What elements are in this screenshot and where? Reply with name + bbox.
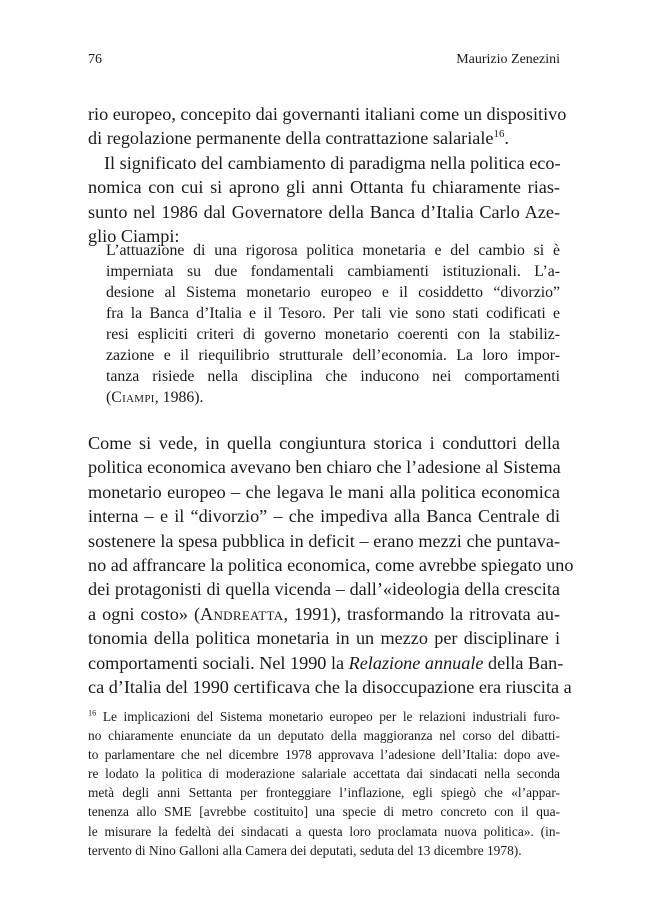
text-span: a ogni costo» ( (88, 603, 201, 624)
text-span: , 1991), trasformando la ritrovata au- (283, 603, 561, 624)
quote-line: desione al Sistema monetario europeo e il cosiddetto “divorzio” (106, 284, 560, 301)
quote-line: fra la Banca d’Italia e il Tesoro. Per tali vie sono stati codificati e (106, 305, 560, 322)
text-span: Le implicazioni del Sistema monetario europeo per le relazioni industriali furo- (96, 709, 560, 724)
quote-citation (106, 387, 560, 408)
text-line: ca d’Italia del 1990 certificava che la disoccupazione era riuscita a (88, 677, 572, 698)
text-span: , 1986). (154, 389, 204, 406)
text-span: della Ban- (483, 652, 564, 673)
footnote-ref[interactable]: 16 (493, 128, 505, 141)
quote-line: L’attuazione di una rigorosa politica monetaria e del cambio si è (106, 242, 560, 259)
text-span: ( (106, 389, 112, 406)
page-header (88, 50, 560, 70)
italic-title: Relazione annuale (348, 652, 484, 673)
block-quote (106, 240, 560, 408)
text-span: . (504, 128, 509, 149)
paragraph (88, 431, 574, 699)
text-line: sunto nel 1986 dal Governatore della Banca d’Italia Carlo Aze- (88, 201, 560, 222)
text-span: comportamenti sociali. Nel 1990 la (88, 652, 349, 673)
text-line: dei protagonisti di quella vicenda – dall’«ideologia della crescita (88, 579, 560, 600)
footnote-line: re lodato la politica di moderazione salariale accettata dai sindacati nella seconda (88, 766, 560, 782)
text-line: politica economica avevano ben chiaro che l’adesione al Sistema (88, 457, 561, 478)
footnote-line (88, 707, 560, 726)
citation-author: Andreatta (200, 603, 284, 624)
page-number: 76 (88, 52, 102, 67)
text-line (88, 651, 564, 675)
citation-author: Ciampi (111, 389, 155, 406)
footnote-line: metà degli anni Settanta per fronteggiare l’inflazione, egli spiegò che «l’appar- (88, 785, 560, 801)
text-line: interna – e il “divorzio” – che impediva alla Banca Centrale di (88, 506, 560, 527)
text-line: sostenere la spesa pubblica in deficit – erano mezzi che puntava- (88, 530, 560, 551)
quote-line: tanza risiede nella disciplina che inducono nei comportamenti (106, 368, 560, 385)
text-line: monetario europeo – che legava le mani alla politica economica (88, 481, 560, 502)
text-line (88, 602, 560, 626)
footnote-line: tervento di Nino Galloni alla Camera dei deputati, seduta del 13 dicembre 1978). (88, 842, 522, 858)
text-line (88, 126, 560, 150)
footnote-number: 16 (88, 708, 97, 718)
running-head-author: Maurizio Zenezini (456, 52, 560, 67)
text-line: nomica con cui si aprono gli anni Ottanta fu chiaramente rias- (88, 177, 560, 198)
text-line: no ad affrancare la politica economica, come avrebbe spiegato uno (88, 555, 574, 576)
text-line: glio Ciampi: (88, 226, 180, 247)
footnote-line: tenenza allo SME [avrebbe costituito] una specie di metro concreto con il qua- (88, 804, 560, 820)
text-line: tonomia della politica monetaria in un mezzo per disciplinare i (88, 628, 560, 649)
footnote (88, 707, 560, 860)
quote-line: imperniata su due fondamentali cambiamenti istituzionali. L’a- (106, 263, 560, 280)
quote-line: zazione e il riequilibrio strutturale dell’economia. La loro impor- (106, 347, 560, 364)
footnote-line: no chiaramente enunciate da un deputato della maggioranza nel corso del dibatti- (88, 728, 560, 744)
text-line: rio europeo, concepito dai governanti italiani come un dispositivo (88, 104, 567, 124)
text-line: Come si vede, in quella congiuntura storica i conduttori della (88, 433, 560, 453)
quote-line: resi espliciti criteri di governo monetario coerenti con la stabiliz- (106, 326, 560, 343)
text-span: di regolazione permanente della contrattazione salariale (88, 128, 494, 149)
footnote-line: le misurare la fedeltà dei sindacati a questa loro proclamata nuova politica». (in- (88, 823, 560, 839)
footnote-line: to parlamentare che nel dicembre 1978 approvava l’adesione dell’Italia: dopo ave- (88, 747, 560, 763)
paragraph-continuation (88, 102, 567, 248)
text-line: Il significato del cambiamento di paradigma nella politica eco- (104, 152, 561, 173)
